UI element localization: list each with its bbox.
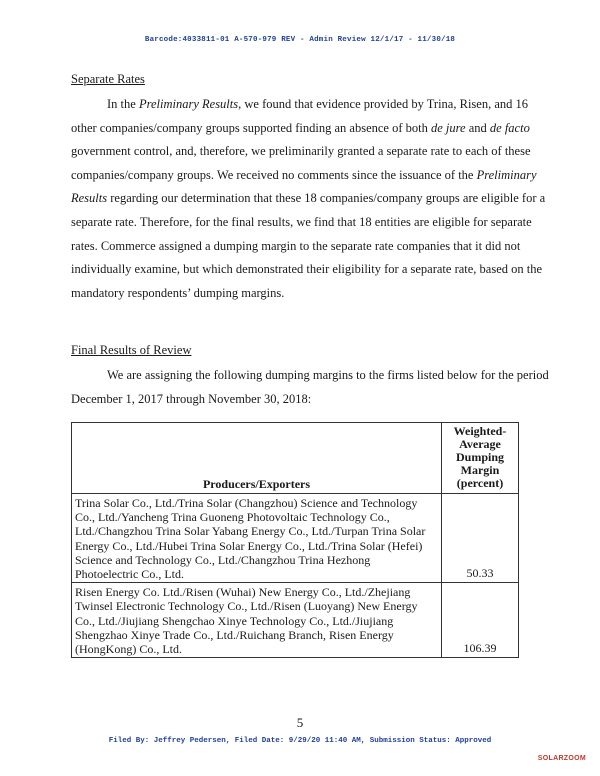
paragraph-line: other companies/company groups supported finding an absence of both de jure and de facto [71,120,530,135]
paragraph-line: companies/company groups. We received no comments since the issuance of the Preliminary [71,167,537,182]
watermark-logo: SOLARZOOM [537,755,586,762]
final-results-paragraph [71,368,549,415]
separate-rates-paragraph [71,97,546,309]
table-header-row [72,423,519,494]
producers-column-header: Producers/Exporters [72,423,442,494]
producer-names-cell: Trina Solar Co., Ltd./Trina Solar (Changzhou) Science and Technology Co., Ltd./Yancheng Trina Guoneng Photovoltaic Technology Co., Ltd./Changzhou Trina Solar Yabang Energy Co., Ltd./Turpan Trina Solar Energy Co., Ltd./Hubei Trina Solar Energy Co., Ltd./Trina Solar (Hefei) Science and Technology Co., Ltd./Changzhou Trina Hezhong Photoelectric Co., Ltd. [72,494,442,583]
paragraph-line: government control, and, therefore, we preliminarily granted a separate rate to each of these [71,144,531,159]
paragraph-line: individually examine, but which demonstrated their eligibility for a separate rate, based on the [71,262,543,277]
paragraph-line: December 1, 2017 through November 30, 2018: [71,391,312,406]
producer-names-cell: Risen Energy Co. Ltd./Risen (Wuhai) New Energy Co., Ltd./Zhejiang Twinsel Electronic Technology Co., Ltd./Risen (Luoyang) New Energy Co., Ltd./Jiujiang Shengchao Xinye Technology Co., Ltd./Jiujiang Shengzhao Xinye Trade Co., Ltd./Ruichang Branch, Risen Energy (HongKong) Co., Ltd. [72,583,442,658]
margin-value-cell: 106.39 [442,583,519,658]
final-results-heading: Final Results of Review [71,343,192,357]
margin-column-header: Weighted- Average Dumping Margin (percent) [442,423,519,494]
barcode-header: Barcode:4033811-01 A-570-979 REV - Admin Review 12/1/17 - 11/30/18 [144,36,456,44]
table-row [72,494,519,583]
paragraph-line: In the Preliminary Results, we found that evidence provided by Trina, Risen, and 16 [107,97,529,111]
page-number: 5 [296,715,304,730]
paragraph-line: rates. Commerce assigned a dumping margin to the separate rate companies that it did not [71,238,521,253]
filing-footer: Filed By: Jeffrey Pedersen, Filed Date: 9/29/20 11:40 AM, Submission Status: Approved [108,737,492,745]
paragraph-line: We are assigning the following dumping margins to the firms listed below for the period [107,368,549,382]
table-row [72,583,519,658]
separate-rates-heading: Separate Rates [71,72,145,86]
dumping-margin-table [71,422,519,658]
paragraph-line: mandatory respondents’ dumping margins. [71,285,285,300]
paragraph-line: Results regarding our determination that these 18 companies/company groups are eligible for a [71,191,546,206]
margin-value-cell: 50.33 [442,494,519,583]
paragraph-line: separate rate. Therefore, for the final results, we find that 18 entities are eligible for separate [71,214,532,229]
